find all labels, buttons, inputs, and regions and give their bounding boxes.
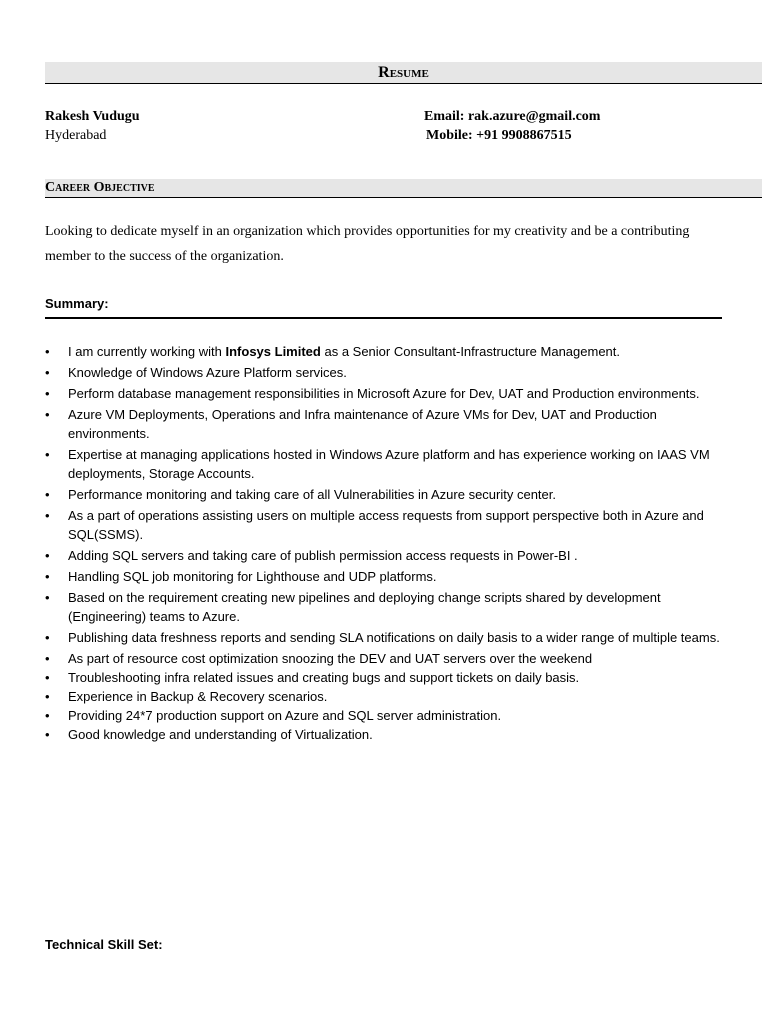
summary-item <box>45 384 725 403</box>
bullet-icon: • <box>45 386 50 401</box>
bullet-icon: • <box>45 708 50 723</box>
summary-item-text: Performance monitoring and taking care of all Vulnerabilities in Azure security center. <box>68 487 556 502</box>
summary-item-text: As part of resource cost optimization snoozing the DEV and UAT servers over the weekend <box>68 651 593 666</box>
summary-item <box>45 506 725 544</box>
summary-divider <box>45 317 722 319</box>
career-objective-text: Looking to dedicate myself in an organization which provides opportunities for my creativity and be a contributing member to the success of the organization. <box>45 224 690 264</box>
resume-title-band <box>45 62 762 84</box>
summary-item-text: Azure VM Deployments, Operations and Infra maintenance of Azure VMs for Dev, UAT and Production environments. <box>68 407 657 441</box>
summary-item <box>45 342 725 361</box>
summary-item <box>45 567 725 586</box>
summary-item-text: Good knowledge and understanding of Virtualization. <box>68 727 373 742</box>
summary-item <box>45 628 725 647</box>
summary-item <box>45 706 725 725</box>
bullet-icon: • <box>45 508 50 523</box>
summary-item-text: As a part of operations assisting users on multiple access requests from support perspective both in Azure and SQL(SSMS). <box>68 508 704 542</box>
summary-list <box>45 342 725 744</box>
bullet-icon: • <box>45 651 50 666</box>
summary-item-text: Troubleshooting infra related issues and creating bugs and support tickets on daily basis. <box>68 670 580 685</box>
bullet-icon: • <box>45 365 50 380</box>
summary-item-text <box>68 344 620 359</box>
summary-item <box>45 445 725 483</box>
career-objective-heading: Career Objective <box>45 180 155 195</box>
summary-item <box>45 485 725 504</box>
company-name: Infosys Limited <box>225 344 321 359</box>
bullet-icon: • <box>45 344 50 359</box>
summary-item <box>45 687 725 706</box>
summary-item <box>45 546 725 565</box>
candidate-name: Rakesh Vudugu <box>45 109 140 124</box>
career-objective-band <box>45 179 762 198</box>
technical-skill-set-heading: Technical Skill Set: <box>45 937 163 952</box>
summary-heading: Summary: <box>45 296 109 311</box>
summary-item-text: Based on the requirement creating new pipelines and deploying change scripts shared by development (Engineering) teams to Azure. <box>68 590 661 624</box>
summary-item <box>45 725 725 744</box>
summary-item <box>45 588 725 626</box>
bullet-icon: • <box>45 689 50 704</box>
summary-item-text: Knowledge of Windows Azure Platform services. <box>68 365 347 380</box>
candidate-email: Email: rak.azure@gmail.com <box>424 109 601 124</box>
bullet-icon: • <box>45 670 50 685</box>
summary-item-text: Providing 24*7 production support on Azure and SQL server administration. <box>68 708 502 723</box>
bullet-icon: • <box>45 630 50 645</box>
bullet-icon: • <box>45 407 50 422</box>
summary-item-text: Publishing data freshness reports and sending SLA notifications on daily basis to a wider range of multiple teams. <box>68 630 720 645</box>
bullet-icon: • <box>45 727 50 742</box>
summary-item-text: Adding SQL servers and taking care of publish permission access requests in Power-BI . <box>68 548 578 563</box>
summary-item <box>45 668 725 687</box>
summary-item-text: Experience in Backup & Recovery scenarios. <box>68 689 328 704</box>
candidate-mobile: Mobile: +91 9908867515 <box>426 128 572 143</box>
bullet-icon: • <box>45 487 50 502</box>
summary-item <box>45 405 725 443</box>
summary-item <box>45 363 725 382</box>
summary-item <box>45 649 725 668</box>
summary-item-text: Handling SQL job monitoring for Lighthouse and UDP platforms. <box>68 569 437 584</box>
bullet-icon: • <box>45 569 50 584</box>
summary-item-suffix: as a Senior Consultant-Infrastructure Management. <box>320 344 621 359</box>
bullet-icon: • <box>45 447 50 462</box>
summary-item-text: Expertise at managing applications hosted in Windows Azure platform and has experience working on IAAS VM deployments, Storage Accounts. <box>68 447 710 481</box>
summary-item-text: Perform database management responsibilities in Microsoft Azure for Dev, UAT and Production environments. <box>68 386 700 401</box>
candidate-city: Hyderabad <box>45 128 107 143</box>
bullet-icon: • <box>45 590 50 605</box>
bullet-icon: • <box>45 548 50 563</box>
summary-item-prefix: I am currently working with <box>68 344 226 359</box>
resume-title: Resume <box>378 64 429 81</box>
